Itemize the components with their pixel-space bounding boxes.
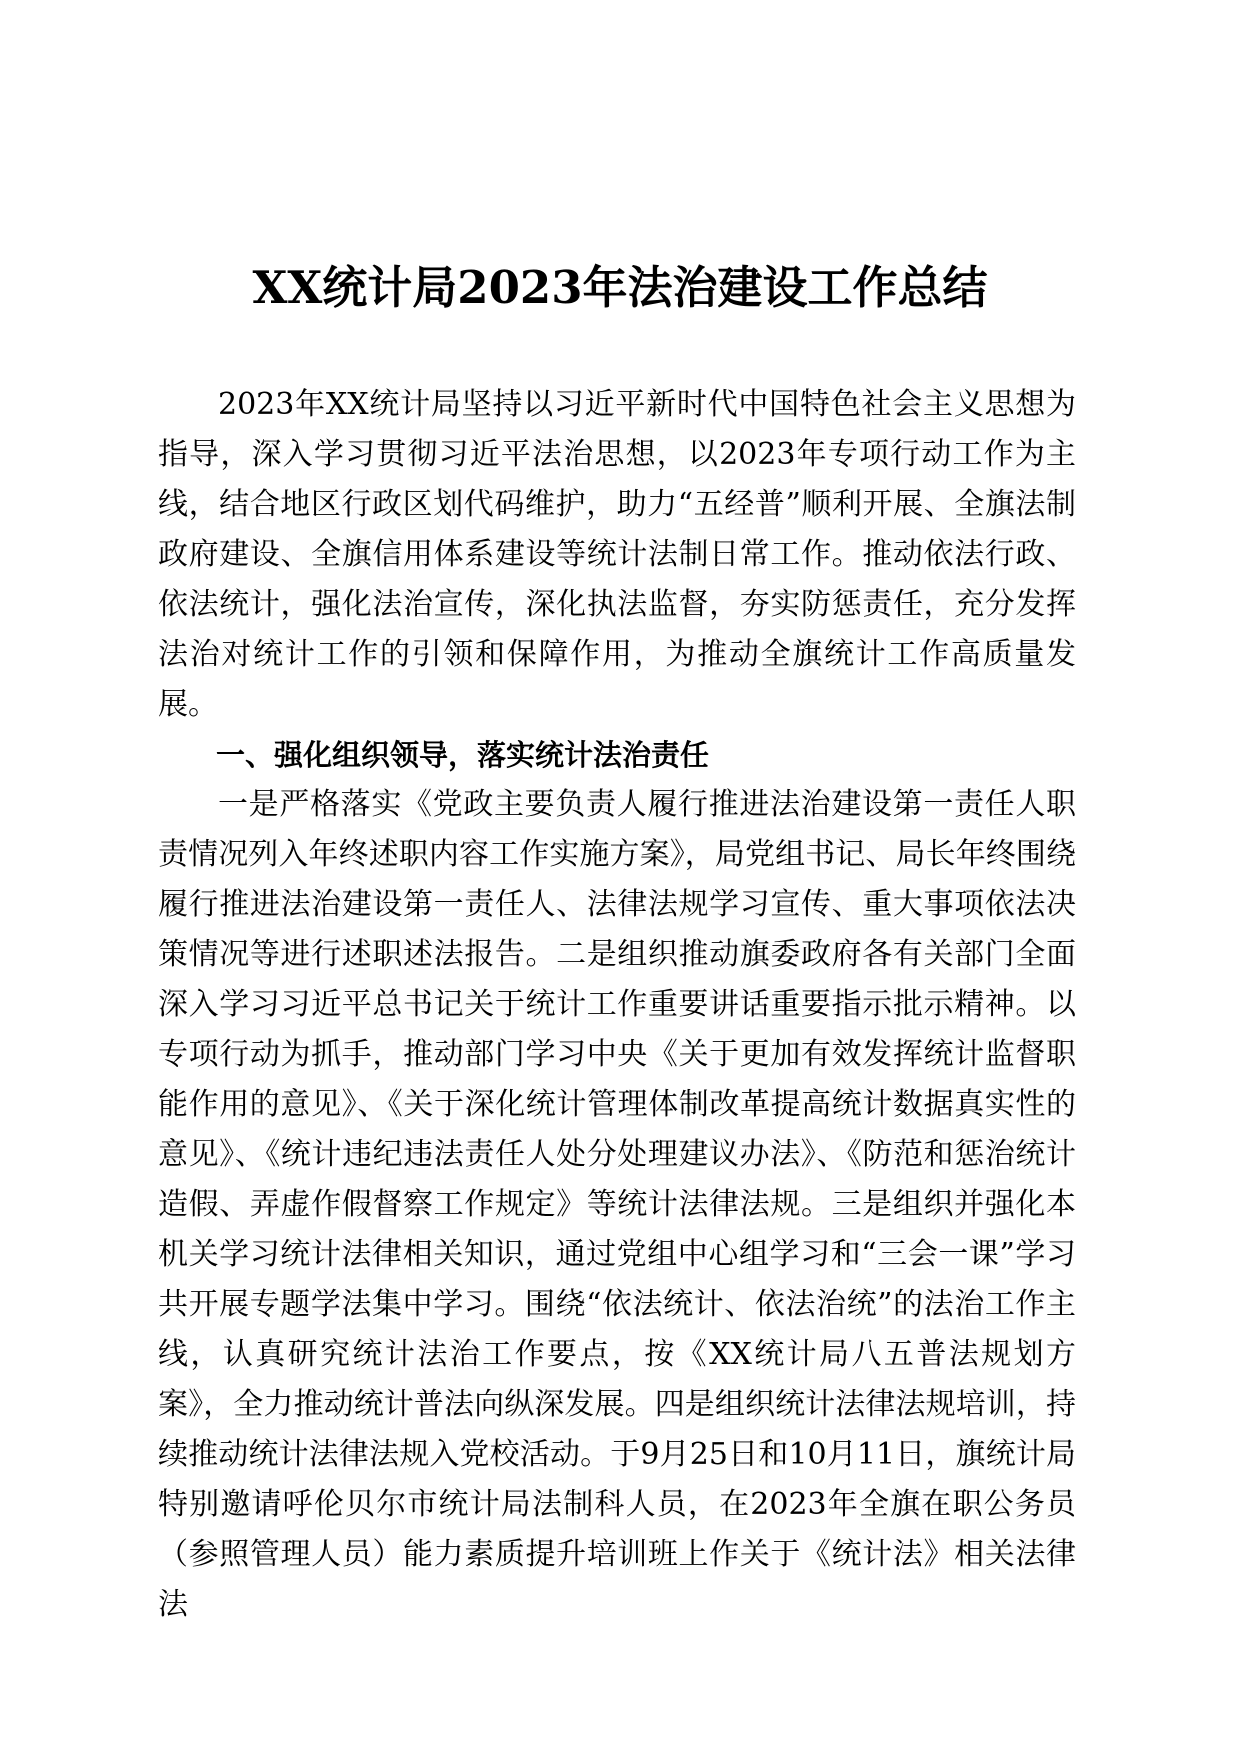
intro-paragraph: 2023年XX统计局坚持以习近平新时代中国特色社会主义思想为指导，深入学习贯彻习近平法治思想，以2023年专项行动工作为主线，结合地区行政区划代码维护，助力“五经普”顺利开展、全旗法制政府建设、全旗信用体系建设等统计法制日常工作。推动依法行政、依法统计，强化法治宣传，深化执法监督，夯实防惩责任，充分发挥法治对统计工作的引领和保障作用，为推动全旗统计工作高质量发展。 [158, 387, 1076, 722]
document-body [158, 380, 1076, 1630]
section-paragraph: 一是严格落实《党政主要负责人履行推进法治建设第一责任人职责情况列入年终述职内容工作实施方案》，局党组书记、局长年终围绕履行推进法治建设第一责任人、法律法规学习宣传、重大事项依法决策情况等进行述职述法报告。二是组织推动旗委政府各有关部门全面深入学习习近平总书记关于统计工作重要讲话重要指示批示精神。以专项行动为抓手，推动部门学习中央《关于更加有效发挥统计监督职能作用的意见》、《关于深化统计管理体制改革提高统计数据真实性的意见》、《统计违纪违法责任人处分处理建议办法》、《防范和惩治统计造假、弄虚作假督察工作规定》等统计法律法规。三是组织并强化本机关学习统计法律相关知识，通过党组中心组学习和“三会一课”学习共开展专题学法集中学习。围绕“依法统计、依法治统”的法治工作主线，认真研究统计法治工作要点，按《XX统计局八五普法规划方案》，全力推动统计普法向纵深发展。四是组织统计法律法规培训，持续推动统计法律法规入党校活动。于9月25日和10月11日，旗统计局特别邀请呼伦贝尔市统计局法制科人员，在2023年全旗在职公务员（参照管理人员）能力素质提升培训班上作关于《统计法》相关法律法 [158, 787, 1076, 1622]
section-heading: 一、强化组织领导，落实统计法治责任 [216, 738, 710, 772]
document-title: XX统计局2023年法治建设工作总结 [252, 261, 988, 314]
